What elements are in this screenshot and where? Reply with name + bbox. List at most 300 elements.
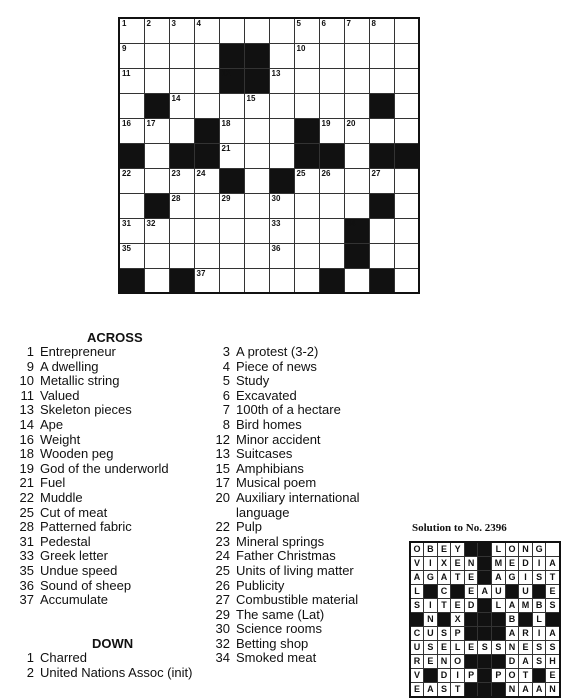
clue-number: 33 (271, 218, 281, 228)
grid-cell[interactable] (194, 268, 219, 293)
clue-number: 34 (346, 218, 356, 228)
grid-cell[interactable] (369, 118, 394, 143)
grid-cell-black (319, 268, 344, 293)
grid-cell[interactable] (119, 43, 144, 68)
grid-cell[interactable] (144, 118, 169, 143)
grid-cell[interactable] (294, 168, 319, 193)
clue-number: 9 (26, 358, 34, 374)
clue-text: Science rooms (236, 621, 322, 637)
solution-cell: E (546, 669, 560, 683)
clue-item (208, 651, 408, 666)
solution-cell: E (505, 557, 519, 571)
grid-cell[interactable] (194, 218, 219, 243)
grid-row (119, 68, 419, 93)
clue-item (208, 374, 408, 389)
grid-cell-black (369, 143, 394, 168)
solution-cell: E (464, 571, 478, 585)
grid-cell[interactable] (144, 143, 169, 168)
clue-number: 33 (19, 548, 34, 564)
grid-cell[interactable] (319, 118, 344, 143)
clue-item (12, 579, 212, 594)
grid-cell-black (119, 268, 144, 293)
clue-item (208, 637, 408, 652)
solution-cell: M (492, 557, 506, 571)
grid-cell[interactable] (194, 18, 219, 43)
grid-cell[interactable] (294, 68, 319, 93)
grid-cell[interactable] (219, 118, 244, 143)
solution-cell: N (505, 641, 519, 655)
grid-cell[interactable] (294, 218, 319, 243)
clue-number: 5 (222, 373, 230, 389)
grid-cell[interactable] (119, 118, 144, 143)
clue-item (12, 593, 212, 608)
grid-cell[interactable] (269, 243, 294, 268)
solution-cell: G (532, 542, 546, 557)
clue-item (208, 608, 408, 623)
solution-cell: S (532, 641, 546, 655)
solution-cell: A (519, 683, 533, 698)
grid-cell[interactable] (344, 18, 369, 43)
clue-item (208, 535, 408, 550)
solution-cell-black (478, 542, 492, 557)
grid-cell[interactable] (369, 168, 394, 193)
clue-text: Publicity (236, 577, 285, 593)
grid-cell[interactable] (194, 68, 219, 93)
grid-cell[interactable] (119, 18, 144, 43)
grid-cell[interactable] (169, 118, 194, 143)
grid-cell[interactable] (344, 268, 369, 293)
clue-number: 31 (122, 218, 131, 228)
grid-cell[interactable] (119, 193, 144, 218)
grid-cell-black (169, 143, 194, 168)
clue-number: 22 (215, 519, 230, 535)
solution-cell: I (424, 599, 438, 613)
clue-number: 30 (215, 621, 230, 637)
clue-number: 7 (222, 402, 230, 418)
grid-cell[interactable] (269, 193, 294, 218)
clue-number: 23 (171, 168, 181, 178)
clue-item (12, 345, 212, 360)
grid-cell[interactable] (244, 18, 269, 43)
solution-cell: E (546, 585, 560, 599)
solution-cell: B (532, 599, 546, 613)
grid-cell[interactable] (394, 118, 419, 143)
solution-cell: R (410, 655, 424, 669)
clue-number: 2 (26, 664, 34, 680)
clue-number: 23 (215, 533, 230, 549)
clue-item (208, 360, 408, 375)
clue-text: Entrepreneur (40, 344, 116, 359)
grid-cell[interactable] (269, 93, 294, 118)
grid-cell[interactable] (119, 93, 144, 118)
solution-cell-black (478, 571, 492, 585)
grid-cell[interactable] (169, 43, 194, 68)
clue-number: 27 (215, 592, 230, 608)
grid-row (119, 43, 419, 68)
grid-cell-black (119, 143, 144, 168)
grid-cell[interactable] (294, 243, 319, 268)
solution-cell: E (464, 641, 478, 655)
grid-cell[interactable] (144, 243, 169, 268)
solution-cell: A (519, 655, 533, 669)
grid-cell-black (169, 268, 194, 293)
grid-cell[interactable] (219, 218, 244, 243)
grid-cell-black (144, 93, 169, 118)
clue-text: Charred (40, 650, 87, 665)
solution-cell: N (519, 542, 533, 557)
grid-cell[interactable] (294, 268, 319, 293)
grid-cell-black (319, 143, 344, 168)
grid-cell[interactable] (319, 193, 344, 218)
grid-cell-black (144, 193, 169, 218)
solution-row (410, 571, 560, 585)
clue-number: 15 (215, 460, 230, 476)
grid-cell[interactable] (294, 93, 319, 118)
solution-title: Solution to No. 2396 (412, 522, 507, 534)
grid-cell[interactable] (119, 243, 144, 268)
clue-number: 1 (122, 19, 127, 28)
grid-cell[interactable] (194, 93, 219, 118)
clue-text: Pulp (236, 519, 263, 535)
solution-cell: S (437, 627, 451, 641)
solution-cell: S (424, 641, 438, 655)
solution-cell-black (464, 613, 478, 627)
grid-cell[interactable] (244, 143, 269, 168)
solution-cell: C (437, 585, 451, 599)
solution-cell: S (532, 571, 546, 585)
solution-cell: H (546, 655, 560, 669)
solution-cell: P (451, 627, 465, 641)
solution-cell: R (519, 627, 533, 641)
grid-cell[interactable] (244, 243, 269, 268)
grid-cell[interactable] (319, 168, 344, 193)
grid-row (119, 93, 419, 118)
grid-row (119, 218, 419, 243)
grid-cell[interactable] (394, 68, 419, 93)
solution-row (410, 655, 560, 669)
clue-text: 100th of a hectare (236, 402, 341, 418)
grid-cell[interactable] (169, 243, 194, 268)
clue-item (12, 462, 212, 477)
clue-number: 4 (222, 358, 230, 374)
grid-cell[interactable] (144, 18, 169, 43)
solution-cell: L (492, 542, 506, 557)
grid-cell[interactable] (294, 193, 319, 218)
grid-cell-black (219, 43, 244, 68)
grid-cell[interactable] (369, 43, 394, 68)
solution-cell-black (464, 542, 478, 557)
clue-number: 10 (19, 373, 34, 389)
clue-number: 35 (122, 243, 131, 253)
grid-cell-black (269, 168, 294, 193)
solution-cell: D (464, 599, 478, 613)
solution-cell-black (492, 655, 506, 669)
clue-item (208, 345, 408, 360)
grid-cell-black (194, 118, 219, 143)
grid-cell[interactable] (119, 168, 144, 193)
grid-cell[interactable] (219, 268, 244, 293)
clue-item (12, 447, 212, 462)
solution-cell-black (424, 669, 438, 683)
grid-cell[interactable] (319, 18, 344, 43)
grid-cell-black (344, 243, 369, 268)
clue-number: 19 (19, 460, 34, 476)
grid-cell[interactable] (219, 193, 244, 218)
grid-cell[interactable] (169, 18, 194, 43)
solution-cell: A (546, 557, 560, 571)
grid-row (119, 243, 419, 268)
clue-number: 6 (222, 387, 230, 403)
grid-cell[interactable] (319, 43, 344, 68)
grid-cell[interactable] (219, 18, 244, 43)
clue-item (12, 535, 212, 550)
solution-cell: V (410, 557, 424, 571)
solution-cell: A (410, 571, 424, 585)
solution-cell: S (437, 683, 451, 698)
across-clues (12, 345, 212, 608)
solution-cell-black (478, 599, 492, 613)
clue-item (12, 549, 212, 564)
solution-cell: A (478, 585, 492, 599)
clue-text: Study (236, 373, 270, 389)
solution-cell: S (546, 599, 560, 613)
grid-cell[interactable] (394, 43, 419, 68)
clue-number: 3 (171, 19, 176, 28)
solution-cell: I (451, 669, 465, 683)
clue-text: Units of living matter (236, 562, 354, 578)
solution-cell: A (492, 571, 506, 585)
grid-cell[interactable] (119, 218, 144, 243)
clue-number: 11 (122, 68, 131, 78)
grid-cell[interactable] (344, 193, 369, 218)
clue-item (208, 476, 408, 491)
grid-cell[interactable] (269, 143, 294, 168)
grid-cell[interactable] (144, 168, 169, 193)
grid-cell[interactable] (369, 218, 394, 243)
clue-number: 3 (222, 344, 230, 359)
grid-cell[interactable] (319, 243, 344, 268)
grid-cell[interactable] (244, 93, 269, 118)
grid-cell[interactable] (269, 268, 294, 293)
solution-cell: E (437, 542, 451, 557)
grid-cell[interactable] (244, 168, 269, 193)
grid-cell[interactable] (169, 218, 194, 243)
solution-cell: V (410, 669, 424, 683)
grid-cell[interactable] (169, 68, 194, 93)
clue-number: 27 (371, 168, 381, 178)
grid-cell[interactable] (194, 43, 219, 68)
grid-cell[interactable] (169, 93, 194, 118)
grid-cell[interactable] (394, 18, 419, 43)
grid-row (119, 268, 419, 293)
grid-cell[interactable] (294, 43, 319, 68)
grid-cell[interactable] (294, 18, 319, 43)
clue-item (208, 520, 408, 535)
clue-item (208, 549, 408, 564)
grid-cell[interactable] (194, 193, 219, 218)
solution-cell-black (478, 627, 492, 641)
clue-number: 29 (215, 606, 230, 622)
clue-number: 4 (196, 19, 201, 28)
clue-text: Metallic string (40, 373, 120, 389)
solution-cell-black (546, 613, 560, 627)
clue-number: 26 (321, 168, 331, 178)
clue-item (208, 403, 408, 418)
grid-cell[interactable] (269, 18, 294, 43)
solution-cell: U (424, 627, 438, 641)
clue-item (12, 651, 212, 666)
clue-text: Valued (40, 387, 80, 403)
grid-cell[interactable] (394, 243, 419, 268)
clue-item (12, 418, 212, 433)
grid-cell[interactable] (244, 118, 269, 143)
solution-cell: I (532, 557, 546, 571)
grid-cell[interactable] (194, 168, 219, 193)
solution-row (410, 557, 560, 571)
solution-cell: E (451, 557, 465, 571)
grid-cell[interactable] (244, 218, 269, 243)
grid-cell[interactable] (169, 168, 194, 193)
clue-item (208, 433, 408, 448)
across-heading: ACROSS (87, 330, 143, 345)
solution-cell: D (519, 557, 533, 571)
grid-cell[interactable] (369, 68, 394, 93)
solution-cell: G (505, 571, 519, 585)
solution-cell: S (492, 641, 506, 655)
solution-cell-black (532, 585, 546, 599)
clue-number: 5 (296, 19, 301, 28)
clue-text: Mineral springs (236, 533, 325, 549)
grid-cell[interactable] (319, 93, 344, 118)
clue-number: 25 (296, 168, 306, 178)
solution-cell: S (410, 599, 424, 613)
grid-cell-black (394, 143, 419, 168)
grid-cell-black (369, 93, 394, 118)
grid-cell[interactable] (169, 193, 194, 218)
solution-cell: E (519, 641, 533, 655)
clue-text: Muddle (40, 489, 83, 505)
grid-cell[interactable] (244, 268, 269, 293)
solution-cell: X (437, 557, 451, 571)
solution-grid (409, 541, 561, 698)
solution-cell-black (464, 627, 478, 641)
clue-text: A protest (3-2) (236, 344, 319, 359)
solution-cell-black (505, 585, 519, 599)
solution-cell: A (546, 627, 560, 641)
grid-cell[interactable] (369, 243, 394, 268)
clue-number: 20 (346, 118, 356, 128)
grid-cell[interactable] (344, 143, 369, 168)
clue-number: 31 (19, 533, 34, 549)
grid-cell-black (194, 143, 219, 168)
solution-row (410, 669, 560, 683)
solution-cell: D (505, 655, 519, 669)
clue-text: Minor accident (236, 431, 321, 447)
clue-item (12, 389, 212, 404)
clue-text: Amphibians (236, 460, 304, 476)
grid-cell[interactable] (394, 218, 419, 243)
clue-number: 7 (346, 19, 351, 28)
clue-text: Excavated (236, 387, 297, 403)
clue-item (12, 491, 212, 506)
grid-cell[interactable] (144, 68, 169, 93)
solution-cell: S (546, 641, 560, 655)
grid-cell[interactable] (344, 118, 369, 143)
grid-cell[interactable] (269, 43, 294, 68)
grid-cell-black (219, 68, 244, 93)
grid-cell[interactable] (344, 168, 369, 193)
grid-cell[interactable] (194, 243, 219, 268)
clue-text: Greek letter (40, 548, 108, 564)
solution-cell: C (410, 627, 424, 641)
solution-cell: L (532, 613, 546, 627)
grid-cell[interactable] (269, 218, 294, 243)
solution-cell-black (478, 557, 492, 571)
grid-cell[interactable] (319, 218, 344, 243)
grid-cell[interactable] (144, 268, 169, 293)
grid-cell[interactable] (344, 43, 369, 68)
clue-number: 22 (19, 489, 34, 505)
solution-cell: O (505, 669, 519, 683)
solution-cell: N (505, 683, 519, 698)
clue-text: Musical poem (236, 475, 317, 491)
grid-cell[interactable] (219, 93, 244, 118)
clue-number: 20 (215, 489, 230, 505)
grid-cell[interactable] (219, 243, 244, 268)
solution-cell: T (519, 669, 533, 683)
solution-cell: E (424, 655, 438, 669)
grid-cell[interactable] (394, 93, 419, 118)
solution-cell: U (519, 585, 533, 599)
grid-cell[interactable] (319, 68, 344, 93)
solution-cell: N (464, 557, 478, 571)
solution-row (410, 542, 560, 557)
clue-text: Suitcases (236, 446, 293, 462)
clue-number: 25 (19, 504, 34, 520)
solution-cell-black (492, 627, 506, 641)
clue-text: Auxiliary international language (236, 489, 360, 520)
grid-cell-black (344, 218, 369, 243)
clue-item (12, 360, 212, 375)
grid-cell[interactable] (144, 218, 169, 243)
grid-cell[interactable] (269, 118, 294, 143)
grid-cell-black (244, 43, 269, 68)
grid-cell[interactable] (144, 43, 169, 68)
grid-cell[interactable] (219, 143, 244, 168)
grid-cell[interactable] (394, 268, 419, 293)
grid-cell[interactable] (244, 193, 269, 218)
clue-text: Pedestal (40, 533, 91, 549)
solution-cell-black (424, 585, 438, 599)
clue-item (208, 491, 408, 520)
solution-cell: O (505, 542, 519, 557)
down-heading: DOWN (92, 636, 134, 651)
clue-text: Patterned fabric (40, 519, 132, 535)
solution-row (410, 627, 560, 641)
grid-cell[interactable] (119, 68, 144, 93)
solution-row (410, 599, 560, 613)
grid-cell[interactable] (394, 168, 419, 193)
grid-cell[interactable] (344, 93, 369, 118)
grid-cell[interactable] (369, 18, 394, 43)
solution-cell: U (492, 585, 506, 599)
grid-cell[interactable] (394, 193, 419, 218)
grid-cell[interactable] (344, 68, 369, 93)
clue-number: 13 (271, 68, 281, 78)
solution-cell: I (424, 557, 438, 571)
clue-number: 14 (171, 93, 181, 103)
grid-cell[interactable] (269, 68, 294, 93)
